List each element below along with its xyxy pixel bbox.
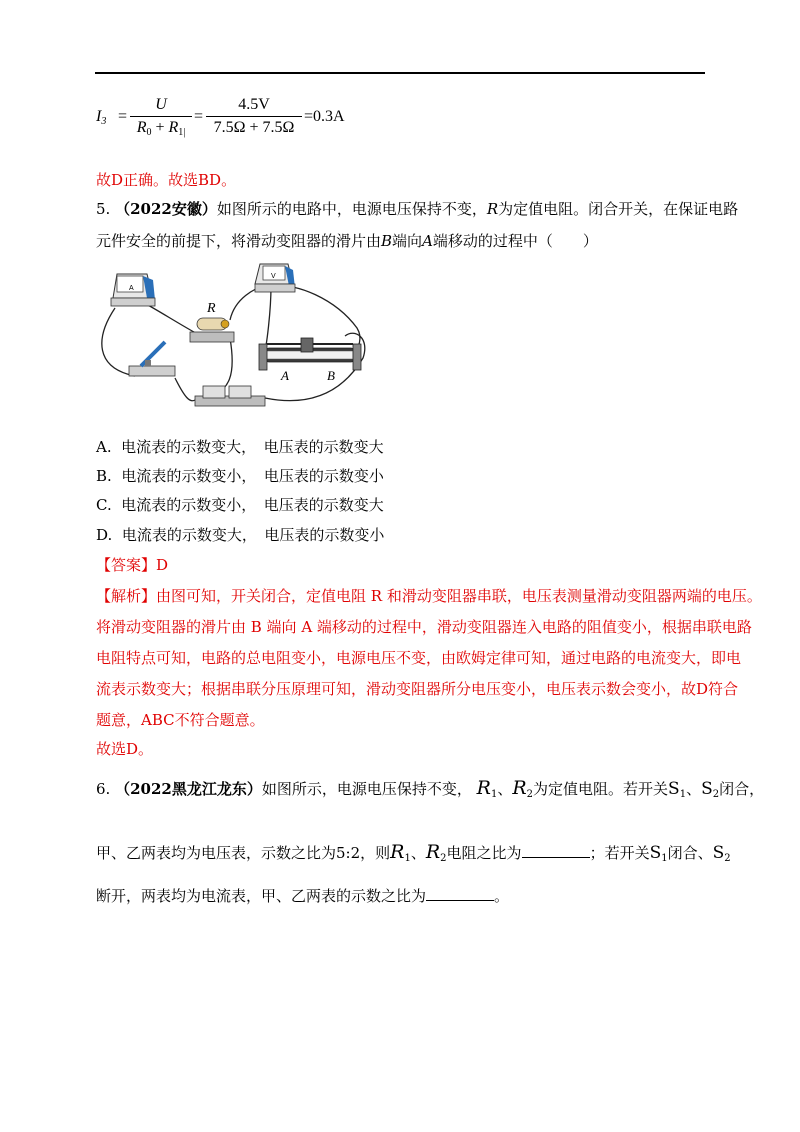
q5-line-2: 元件安全的前提下，将滑动变阻器的滑片由B端向A端移动的过程中（ ） [96, 232, 598, 250]
header-rule [95, 72, 705, 74]
q6-line-3: 断开，两表均为电流表，甲、乙两表的示数之比为 。 [96, 887, 510, 905]
fraction-symbolic [130, 96, 192, 138]
equals-sign: = [194, 108, 204, 125]
option-a: A. 电流表的示数变大， 电压表的示数变大 [96, 438, 384, 456]
q5-analysis-line-4: 流表示数变大；根据串联分压原理可知，滑动变阻器所分电压变小，电压表示数会变小，故D符合 [96, 680, 739, 698]
svg-text:R: R [207, 301, 216, 316]
svg-text:A: A [129, 285, 134, 292]
previous-conclusion: 故D正确。故选BD。 [96, 171, 237, 189]
option-c: C. 电流表的示数变小， 电压表的示数变大 [96, 496, 384, 514]
equals-sign: = [118, 108, 128, 125]
svg-text:A: A [281, 368, 289, 383]
ammeter [111, 274, 155, 306]
svg-text:V: V [271, 273, 276, 280]
svg-text:B: B [327, 368, 335, 383]
answer-blank-2[interactable] [426, 886, 494, 901]
q6-line-1: 6. （2022黑龙江龙东）如图所示，电源电压保持不变， $R_1$、$R_2$为定值电阻。若开关$S_1$、$S_2$闭合， [96, 777, 765, 800]
fraction-numerator: U [155, 96, 167, 113]
voltmeter [255, 264, 295, 292]
q5-conclusion: 故选D。 [96, 740, 154, 758]
fraction-numerator: 4.5V [238, 96, 270, 113]
fraction-denominator: $R_0 + R_{1|}$ [136, 119, 186, 138]
option-d: D. 电流表的示数变大， 电压表的示数变小 [96, 526, 385, 544]
fixed-resistor [190, 301, 234, 342]
fraction-denominator: 7.5Ω + 7.5Ω [213, 119, 295, 136]
q5-analysis-line-5: 题意，ABC不符合题意。 [96, 711, 265, 729]
sliding-rheostat [259, 338, 361, 383]
q5-analysis-line-2: 将滑动变阻器的滑片由 B 端向 A 端移动的过程中，滑动变阻器连入电路的阻值变小，根据串联电路 [96, 618, 752, 636]
fraction-numeric [206, 96, 302, 137]
formula-result: =0.3A [304, 108, 345, 125]
circuit-diagram [95, 258, 373, 410]
option-b: B. 电流表的示数变小， 电压表的示数变小 [96, 467, 384, 485]
q5-answer: 【答案】D [96, 556, 169, 574]
q5-analysis-line-1: 【解析】由图可知，开关闭合，定值电阻 R 和滑动变阻器串联，电压表测量滑动变阻器两端的电压。 [96, 587, 762, 605]
q5-analysis-line-3: 电阻特点可知，电路的总电阻变小，电源电压不变，由欧姆定律可知，通过电路的电流变大，即电 [96, 649, 742, 667]
q6-line-2: 甲、乙两表均为电压表，示数之比为5:2，则$R_1$、$R_2$电阻之比为 ；若开关$S_1$闭合、$S_2$ [96, 841, 731, 864]
battery [195, 386, 265, 406]
q5-line-1: 5. （2022安徽）如图所示的电路中，电源电压保持不变，R为定值电阻。闭合开关，在保证电路 [96, 200, 739, 218]
formula-lhs: $I_3$ [96, 108, 107, 127]
answer-blank-1[interactable] [522, 843, 590, 858]
switch [129, 342, 175, 376]
